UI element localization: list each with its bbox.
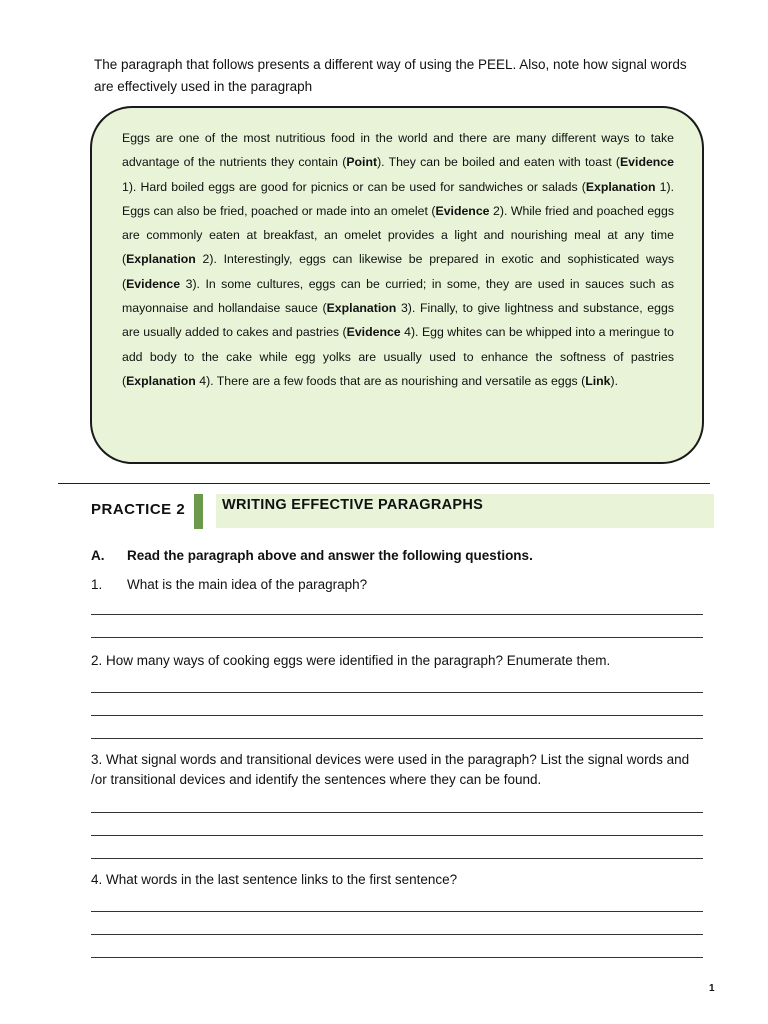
peel-marker: Explanation xyxy=(126,252,196,267)
accent-bar xyxy=(194,494,203,529)
answer-line[interactable] xyxy=(91,911,703,912)
paragraph-segment: 3). Finally, to give lightness and substance, eggs are usually added to cakes and pastries ( xyxy=(122,301,674,340)
answer-line[interactable] xyxy=(91,934,703,935)
answer-line[interactable] xyxy=(91,957,703,958)
peel-marker: Evidence xyxy=(346,325,401,340)
peel-marker: Link xyxy=(585,373,611,388)
practice-label: PRACTICE 2 xyxy=(91,501,186,518)
answer-line[interactable] xyxy=(91,858,703,859)
peel-marker: Evidence xyxy=(435,203,490,218)
question-1 xyxy=(91,575,703,595)
paragraph-segment: 4). There are a few foods that are as nourishing and versatile as eggs ( xyxy=(195,373,586,388)
page-number: 1 xyxy=(709,983,715,994)
paragraph-segment: Eggs are one of the most nutritious food in the world and there are many different ways to take advantage of the nutrients they contain ( xyxy=(122,131,674,170)
answer-line[interactable] xyxy=(91,637,703,638)
section-title: WRITING EFFECTIVE PARAGRAPHS xyxy=(222,497,484,513)
answer-line[interactable] xyxy=(91,835,703,836)
intro-text: The paragraph that follows presents a different way of using the PEEL. Also, note how signal words are effectively used in the paragraph xyxy=(94,57,687,94)
answer-line[interactable] xyxy=(91,738,703,739)
answer-line[interactable] xyxy=(91,812,703,813)
paragraph-segment: 1). Hard boiled eggs are good for picnics or can be used for sandwiches or salads ( xyxy=(122,179,586,194)
paragraph-segment: 1). Eggs can also be fried, poached or made into an omelet ( xyxy=(122,179,674,218)
instruction-text: Read the paragraph above and answer the following questions. xyxy=(127,548,533,563)
question-3 xyxy=(91,750,703,790)
question-text: 4. What words in the last sentence links to the first sentence? xyxy=(91,872,458,887)
paragraph-segment: 2). Interestingly, eggs can likewise be prepared in exotic and sophisticated ways ( xyxy=(122,252,674,291)
peel-marker: Explanation xyxy=(585,179,656,194)
instruction xyxy=(91,546,533,566)
paragraph-segment: 4). Egg whites can be whipped into a meringue to add body to the cake while egg yolks are usually used to enhance the softness of pastries ( xyxy=(122,325,674,388)
peel-marker: Explanation xyxy=(326,301,397,316)
paragraph-segment: 3). In some cultures, eggs can be curried; in some, they are used in sauces such as mayonnaise and hollandaise sauce ( xyxy=(122,276,674,316)
answer-line[interactable] xyxy=(91,692,703,693)
instruction-letter: A. xyxy=(91,548,105,563)
peel-marker: Point xyxy=(346,155,378,170)
peel-marker: Evidence xyxy=(126,276,181,291)
answer-line[interactable] xyxy=(91,715,703,716)
answer-line[interactable] xyxy=(91,614,703,615)
section-divider xyxy=(58,483,710,484)
peel-marker: Evidence xyxy=(619,155,674,170)
paragraph-segment: ). xyxy=(610,373,619,388)
question-4 xyxy=(91,870,703,890)
question-text: 3. What signal words and transitional devices were used in the paragraph? List the signal words and /or transitional devices and identify the sentences where they can be found. xyxy=(91,752,690,787)
question-2 xyxy=(91,651,703,671)
peel-marker: Explanation xyxy=(126,373,196,388)
question-number: 1. xyxy=(91,577,103,592)
question-text: What is the main idea of the paragraph? xyxy=(127,577,368,592)
peel-paragraph xyxy=(122,126,674,393)
peel-example-box xyxy=(90,106,704,464)
question-text: 2. How many ways of cooking eggs were identified in the paragraph? Enumerate them. xyxy=(91,653,611,668)
paragraph-segment: ). They can be boiled and eaten with toast ( xyxy=(377,155,620,170)
paragraph-segment: 2). While fried and poached eggs are commonly eaten at breakfast, an omelet provides a light and nourishing meal at any time ( xyxy=(122,203,674,267)
